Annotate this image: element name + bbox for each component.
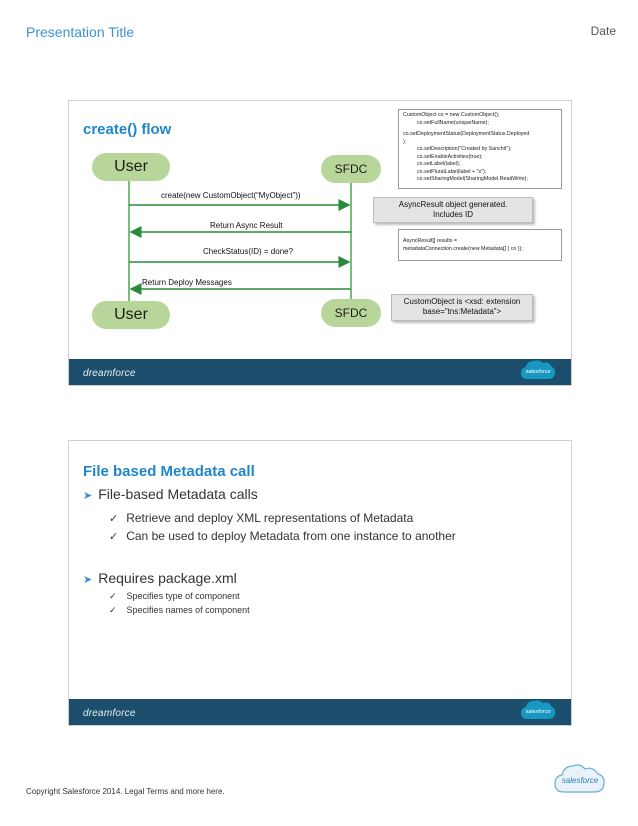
checkmark-icon: ✓	[109, 591, 117, 601]
slide-title: File based Metadata call	[83, 463, 255, 480]
actor-sfdc-top: SFDC	[321, 155, 381, 183]
actor-sfdc-bottom: SFDC	[321, 299, 381, 327]
checkmark-icon: ✓	[109, 531, 119, 543]
note-async-result: AsyncResult object generated. Includes ID	[373, 197, 533, 223]
svg-text:salesforce: salesforce	[525, 709, 551, 715]
checkmark-icon: ✓	[109, 513, 119, 525]
dreamforce-logo: dreamforce	[83, 368, 136, 379]
sub-bullet-deploy-instance: ✓ Can be used to deploy Metadata from one instance to another	[109, 529, 456, 543]
checkmark-icon: ✓	[109, 605, 117, 615]
message-return-async: Return Async Result	[210, 221, 283, 230]
code-async-result: AsyncResult[] results = metadataConnection.create(new Metadata[] { co });	[398, 229, 562, 261]
slide-footer-bar	[69, 359, 571, 385]
salesforce-cloud-icon	[519, 697, 557, 723]
arrow-bullet-icon: ➤	[83, 574, 93, 586]
arrow-bullet-icon: ➤	[83, 490, 93, 502]
actor-user-top: User	[92, 153, 170, 181]
presentation-title: Presentation Title	[26, 24, 135, 40]
svg-text:salesforce: salesforce	[525, 369, 551, 375]
message-create: create(new CustomObject(“MyObject”))	[161, 191, 301, 200]
slide-create-flow	[68, 100, 572, 386]
bullet-requires-package: ➤ Requires package.xml	[83, 570, 237, 586]
code-create-object: CustomObject co = new CustomObject(); co.setFullName(uniqueName); co.setDeploymentStatus(DeploymentStatus.Deployed ); co.setDescription("Created by Sanchit"); co.setEnableActivities(true); co.setLabel(label); co.setPluralLabel(label + "s"); co.setSharingModel(SharingModel.ReadWrite);	[398, 109, 562, 189]
slide-file-based-metadata	[68, 440, 572, 726]
salesforce-cloud-icon	[519, 357, 557, 383]
svg-text:salesforce: salesforce	[561, 776, 599, 785]
slide-footer-bar	[69, 699, 571, 725]
message-check-status: CheckStatus(ID) = done?	[203, 247, 294, 256]
salesforce-logo-icon	[552, 760, 608, 798]
message-return-deploy: Return Deploy Messages	[142, 278, 232, 287]
dreamforce-logo: dreamforce	[83, 708, 136, 719]
note-custom-object: CustomObject is <xsd: extension base=”tns:Metadata”>	[391, 294, 533, 321]
sub-bullet-retrieve-deploy: ✓ Retrieve and deploy XML representations of Metadata	[109, 511, 414, 525]
date-label: Date	[590, 24, 616, 38]
bullet-file-based-calls: ➤ File-based Metadata calls	[83, 486, 258, 502]
actor-user-bottom: User	[92, 301, 170, 329]
sub-bullet-type: ✓ Specifies type of component	[109, 591, 240, 601]
slide-title: create() flow	[83, 121, 172, 138]
copyright-text: Copyright Salesforce 2014. Legal Terms and more here.	[26, 787, 225, 796]
sub-bullet-names: ✓ Specifies names of component	[109, 605, 250, 615]
